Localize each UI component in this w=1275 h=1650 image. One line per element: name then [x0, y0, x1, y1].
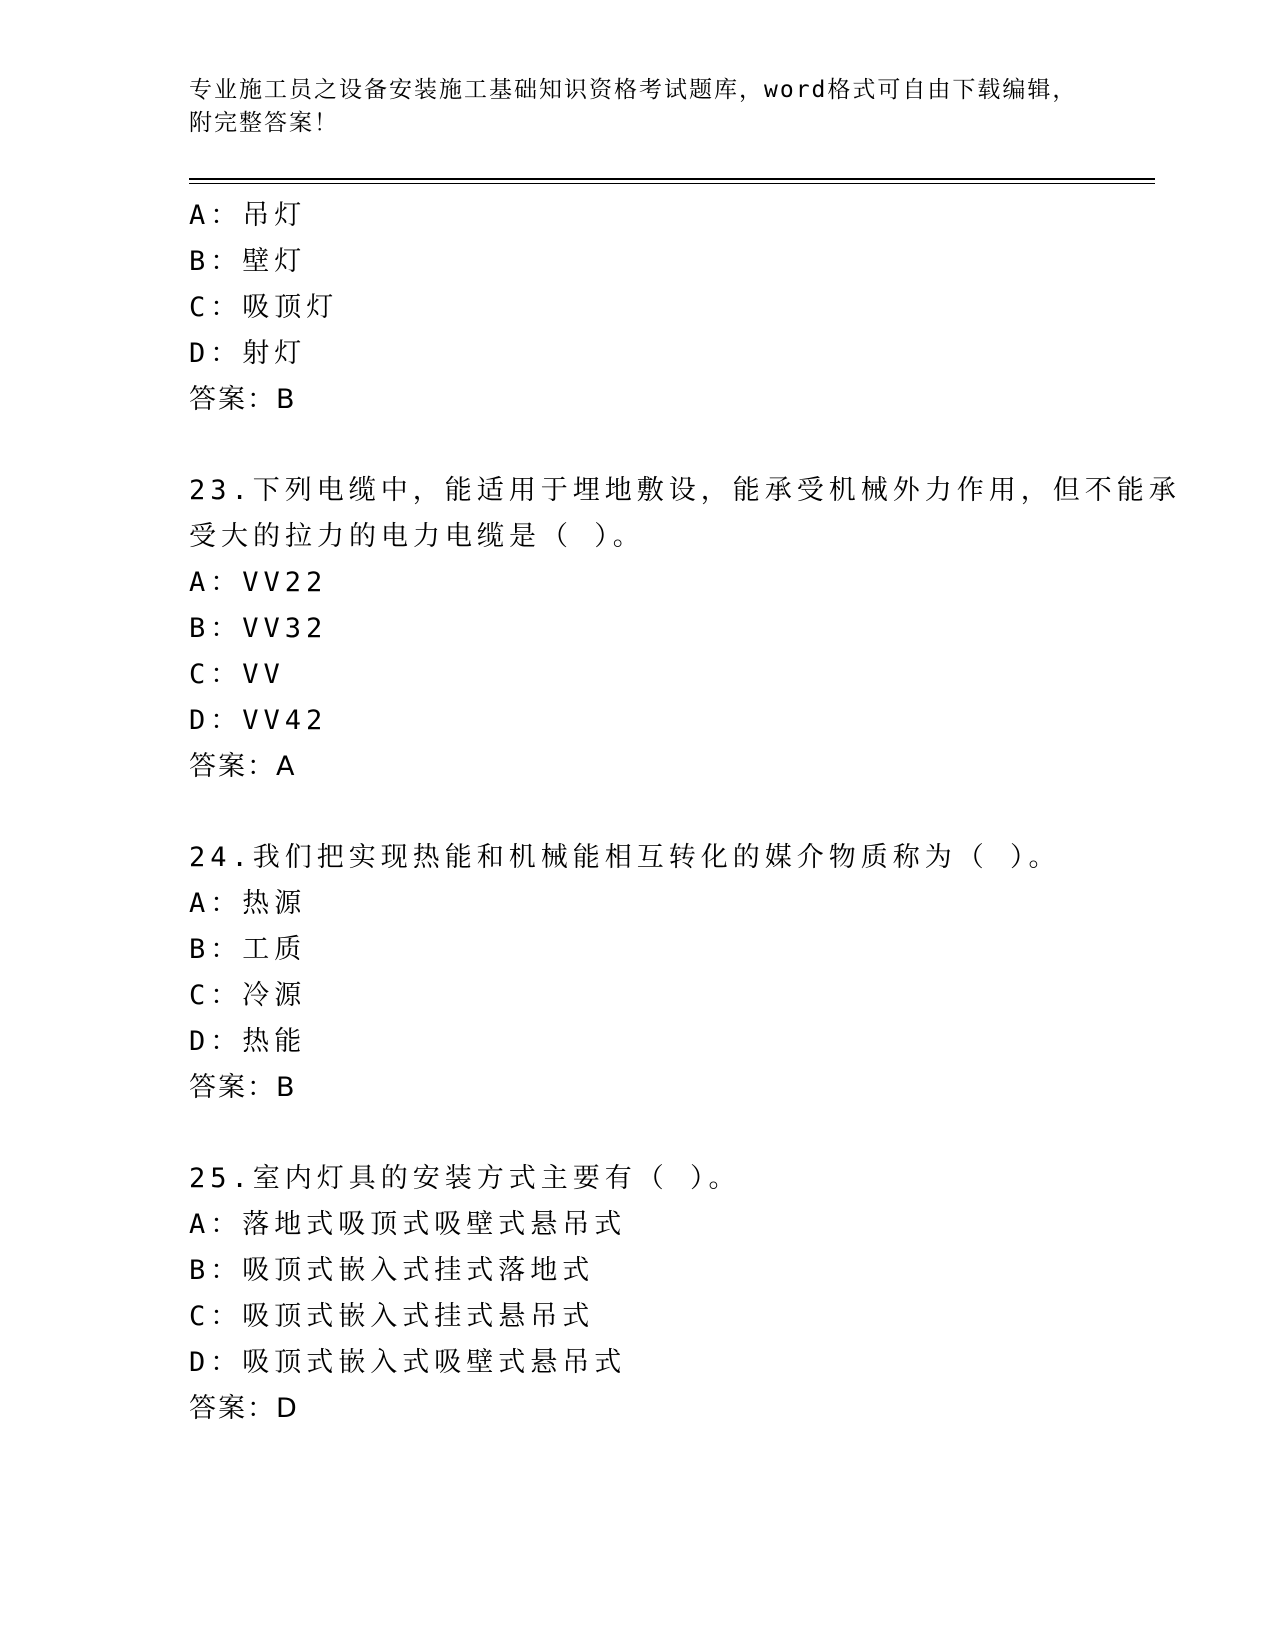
option-d: D：射灯: [189, 338, 307, 369]
question-25: [189, 1156, 1089, 1432]
option-a: A：吊灯: [189, 200, 307, 231]
question-stem-line-1: 25.室内灯具的安装方式主要有（ ）。: [189, 1163, 741, 1194]
question-spacer: [189, 1111, 1089, 1156]
question-spacer: [189, 790, 1089, 835]
question-24: [189, 835, 1089, 1111]
question-23: [189, 468, 1181, 790]
option-c: C：吸顶灯: [189, 292, 339, 323]
header-title-line-1: 专业施工员之设备安装施工基础知识资格考试题库，word格式可自由下载编辑，: [189, 77, 1078, 103]
answer-line: 答案：B: [189, 1072, 297, 1103]
option-d: D：VV42: [189, 705, 328, 736]
option-c: C：吸顶式嵌入式挂式悬吊式: [189, 1301, 595, 1332]
option-d: D：吸顶式嵌入式吸壁式悬吊式: [189, 1347, 627, 1378]
question-stem-line-1: 23.下列电缆中，能适用于埋地敷设，能承受机械外力作用，但不能承: [189, 475, 1181, 506]
option-a: A：落地式吸顶式吸壁式悬吊式: [189, 1209, 627, 1240]
question-spacer: [189, 423, 1089, 468]
option-b: B：VV32: [189, 613, 328, 644]
question-stem-line-2: 受大的拉力的电力电缆是（ ）。: [189, 521, 645, 552]
header-divider-thin: [189, 183, 1155, 184]
document-header: [189, 74, 1089, 140]
option-a: A：热源: [189, 888, 307, 919]
question-list: [189, 193, 1181, 1432]
option-c: C：冷源: [189, 980, 307, 1011]
question-22: [189, 193, 1089, 423]
option-d: D：热能: [189, 1026, 307, 1057]
option-b: B：吸顶式嵌入式挂式落地式: [189, 1255, 595, 1286]
answer-line: 答案：B: [189, 384, 297, 415]
option-b: B：工质: [189, 934, 307, 965]
question-stem-line-1: 24.我们把实现热能和机械能相互转化的媒介物质称为（ ）。: [189, 842, 1061, 873]
option-b: B：壁灯: [189, 246, 307, 277]
header-title-line-2: 附完整答案！: [189, 110, 339, 136]
answer-line: 答案：A: [189, 751, 297, 782]
option-a: A：VV22: [189, 567, 328, 598]
option-c: C：VV: [189, 659, 285, 690]
answer-line: 答案：D: [189, 1393, 299, 1424]
header-divider-thick: [189, 178, 1155, 180]
